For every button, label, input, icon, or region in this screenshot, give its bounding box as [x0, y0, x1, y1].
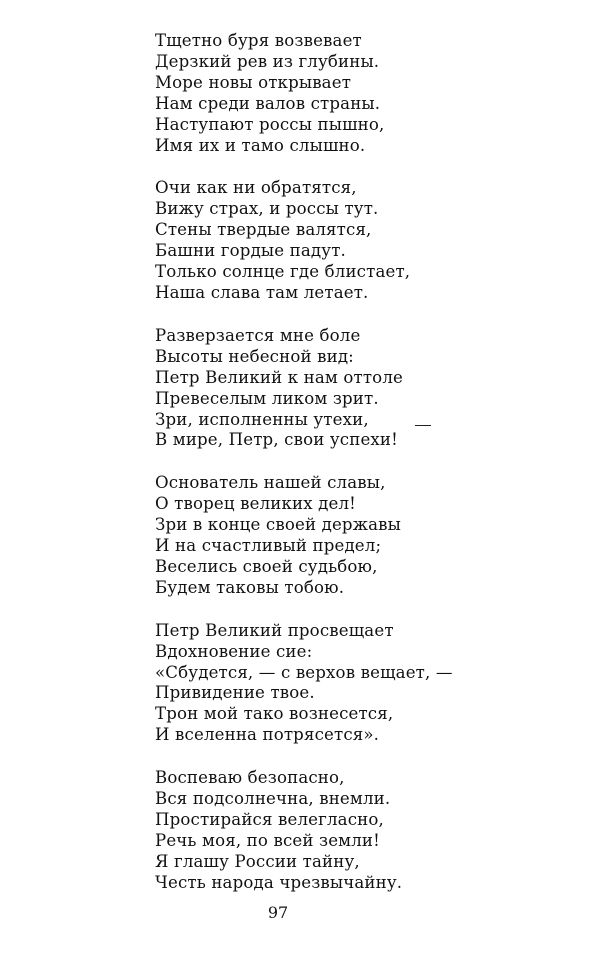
- verse-line: Наступают россы пышно,: [155, 114, 385, 134]
- stanza: [155, 621, 475, 746]
- verse-line: Веселись своей судьбою,: [155, 556, 378, 576]
- verse-line: Море новы открывает: [155, 72, 352, 92]
- verse-line: Зри в конце своей державы: [155, 515, 401, 535]
- verse-line: Вижу страх, и россы тут.: [155, 199, 379, 219]
- verse-line: О творец великих дел!: [155, 494, 357, 514]
- poem: [155, 31, 475, 916]
- verse-line: Только солнце где блистает,: [155, 262, 411, 282]
- verse-line: Будем таковы тобою.: [155, 577, 345, 597]
- verse-line: Тщетно буря возвевает: [155, 31, 362, 50]
- verse-line: Простирайся велегласно,: [155, 810, 384, 829]
- verse-line: Дерзкий рев из глубины.: [155, 51, 380, 71]
- verse-line: Нам среди валов страны.: [155, 93, 381, 113]
- verse-line: Очи как ни обратятся,: [155, 178, 357, 198]
- verse-line: Петр Великий к нам оттоле: [155, 367, 403, 387]
- stanza: [155, 178, 475, 303]
- margin-dash-mark: [415, 425, 431, 426]
- verse-line: Высоты небесной вид:: [155, 346, 354, 366]
- verse-line: И на счастливый предел;: [155, 536, 382, 556]
- verse-line: Воспеваю безопасно,: [155, 768, 345, 788]
- stanza: [155, 473, 475, 598]
- verse-line: Петр Великий просвещает: [155, 620, 394, 640]
- page-number: 97: [267, 903, 289, 922]
- stanza: [155, 768, 475, 893]
- verse-line: Речь моя, по всей земли!: [155, 830, 380, 850]
- verse-line: Привидение твое.: [155, 683, 315, 703]
- verse-line: Вся подсолнечна, внемли.: [155, 789, 391, 809]
- verse-line: В мире, Петр, свои успехи!: [155, 430, 398, 450]
- verse-line: Честь народа чрезвычайну.: [155, 872, 403, 892]
- verse-line: Трон мой тако вознесется,: [155, 704, 394, 724]
- stanza: [155, 326, 475, 451]
- verse-line: Превеселым ликом зрит.: [155, 388, 379, 408]
- verse-line: Вдохновение сие:: [155, 641, 313, 661]
- verse-line: Башни гордые падут.: [155, 241, 346, 261]
- verse-line: Зри, исполненны утехи,: [155, 409, 369, 429]
- verse-line: Имя их и тамо слышно.: [155, 135, 366, 155]
- verse-line: Разверзается мне боле: [155, 325, 361, 345]
- verse-line: И вселенна потрясется».: [155, 725, 380, 745]
- verse-line: Основатель нашей славы,: [155, 473, 386, 493]
- verse-line: Наша слава там летает.: [155, 282, 369, 302]
- verse-line: «Сбудется, — с верхов вещает, —: [155, 662, 453, 682]
- stanza: [155, 31, 475, 156]
- verse-line: Я глашу России тайну,: [155, 851, 360, 871]
- verse-line: Стены твердые валятся,: [155, 220, 372, 240]
